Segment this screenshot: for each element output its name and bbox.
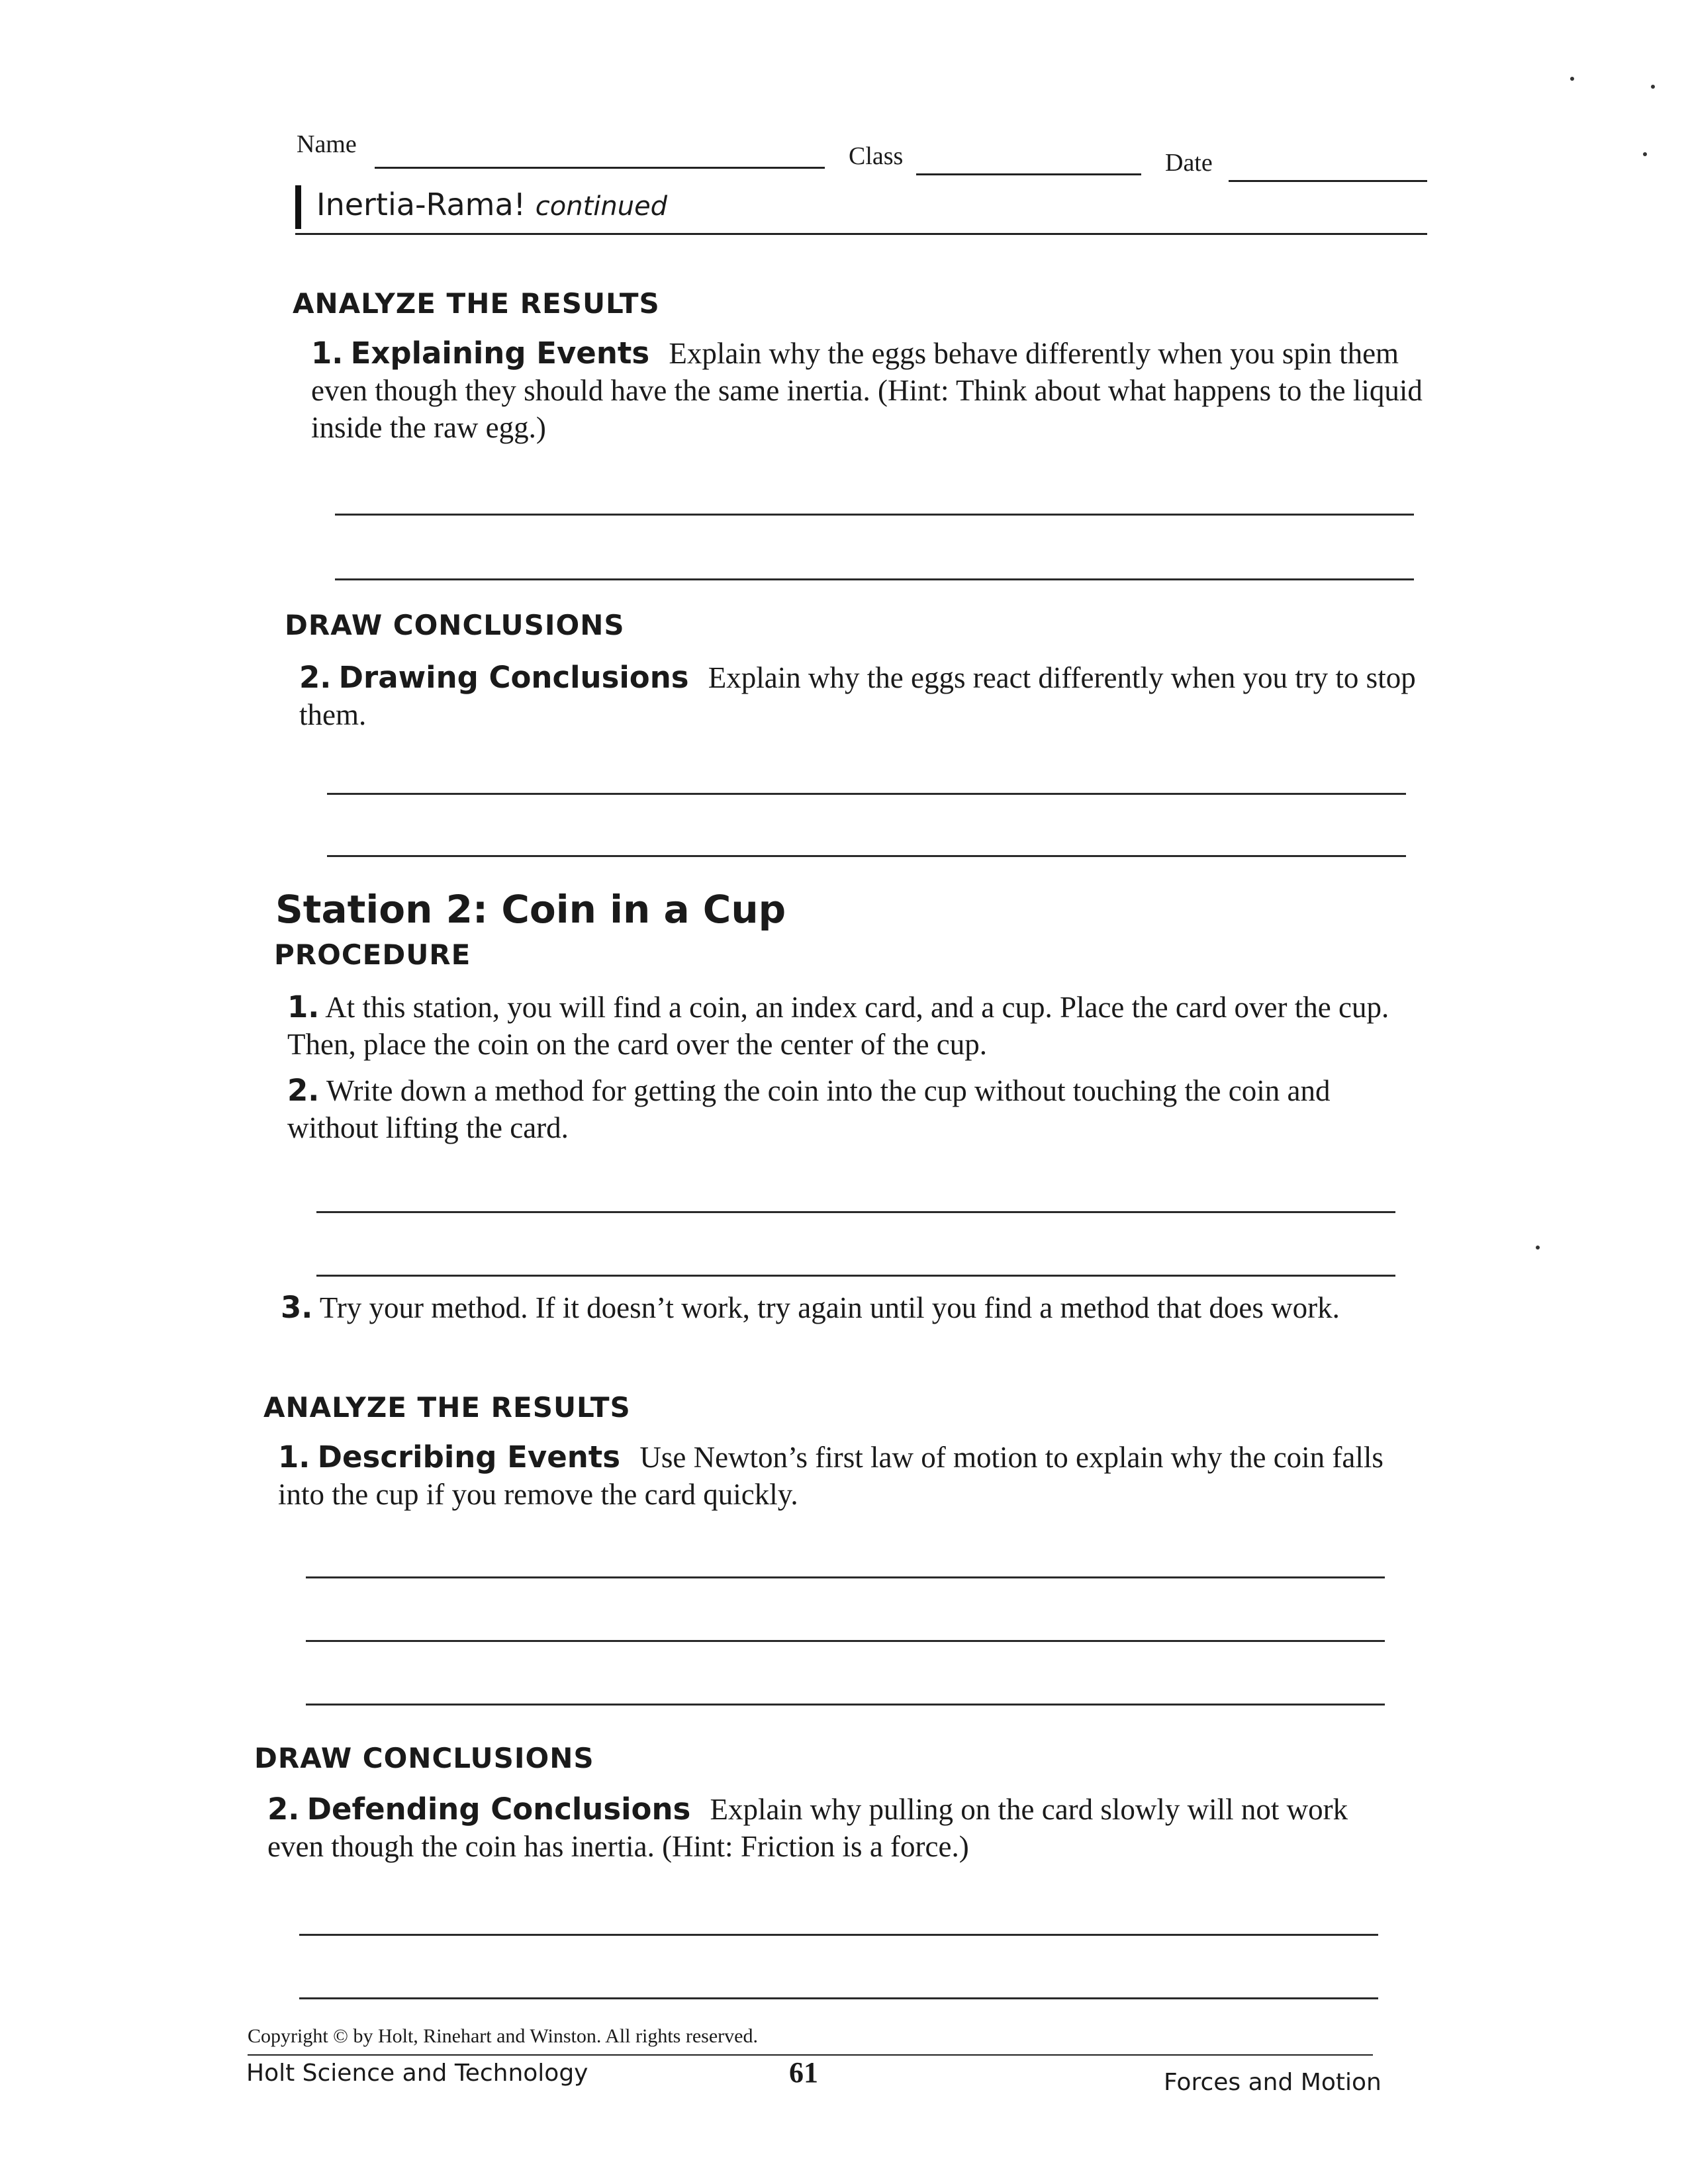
question-text: Explain why the eggs react differently when you try to stop them. [299, 661, 1416, 731]
answer-line[interactable] [316, 1211, 1395, 1213]
page-title [316, 187, 667, 222]
date-label: Date [1165, 149, 1213, 177]
answer-line[interactable] [327, 855, 1406, 857]
step-text: At this station, you will find a coin, an index card, and a cup. Place the card over the cup. Then, place the coin on the card over the center of the cup. [287, 991, 1389, 1061]
question-lead: Describing Events [317, 1439, 621, 1475]
date-field[interactable] [1229, 180, 1427, 182]
page-title-text: Inertia-Rama! [316, 187, 526, 222]
question-lead: Drawing Conclusions [338, 660, 689, 695]
question-number: 1. [278, 1439, 310, 1475]
class-field[interactable] [916, 173, 1141, 175]
question-explaining-events [311, 335, 1423, 446]
answer-line[interactable] [306, 1576, 1385, 1578]
title-bar-marker [295, 185, 301, 229]
step-text: Try your method. If it doesn’t work, try again until you find a method that does work. [319, 1291, 1340, 1324]
scan-speck [1651, 85, 1655, 89]
answer-line[interactable] [306, 1704, 1385, 1706]
question-text: Use Newton’s first law of motion to explain why the coin falls into the cup if you remove the card quickly. [278, 1441, 1383, 1511]
answer-line[interactable] [335, 578, 1414, 580]
question-text: Explain why the eggs behave differently when you spin them even though they should have the same inertia. (Hint: Think about what happens to the liquid inside the raw egg.) [311, 337, 1423, 444]
step-number: 3. [281, 1290, 313, 1325]
subject-name: Forces and Motion [1164, 2069, 1382, 2096]
answer-line[interactable] [335, 514, 1414, 516]
name-label: Name [297, 130, 357, 158]
question-lead: Explaining Events [350, 336, 650, 371]
draw-conclusions-heading-1: DRAW CONCLUSIONS [285, 609, 625, 641]
question-drawing-conclusions [299, 659, 1418, 733]
draw-conclusions-heading-2: DRAW CONCLUSIONS [254, 1742, 594, 1774]
copyright-notice: Copyright © by Holt, Rinehart and Winston. All rights reserved. [248, 2025, 758, 2047]
answer-line[interactable] [316, 1275, 1395, 1277]
answer-line[interactable] [299, 1934, 1378, 1936]
name-field[interactable] [375, 167, 825, 169]
question-number: 2. [267, 1792, 300, 1827]
question-lead: Defending Conclusions [306, 1792, 691, 1827]
question-defending-conclusions [267, 1791, 1393, 1865]
scan-speck [1570, 77, 1574, 81]
publisher-name: Holt Science and Technology [246, 2060, 588, 2087]
analyze-heading-2: ANALYZE THE RESULTS [263, 1391, 631, 1424]
answer-line[interactable] [299, 1997, 1378, 1999]
scan-speck [1643, 152, 1647, 156]
procedure-heading: PROCEDURE [274, 938, 471, 971]
question-text: Explain why pulling on the card slowly will not work even though the coin has inertia. (Hint: Friction is a force.) [267, 1793, 1348, 1863]
procedure-step-1 [287, 989, 1413, 1063]
class-label: Class [849, 142, 904, 170]
header-rule [295, 233, 1427, 235]
station-2-title: Station 2: Coin in a Cup [275, 887, 786, 932]
question-number: 1. [311, 336, 344, 371]
scan-speck [1536, 1246, 1540, 1250]
step-number: 1. [287, 989, 320, 1024]
answer-line[interactable] [306, 1640, 1385, 1642]
question-number: 2. [299, 660, 332, 695]
analyze-heading-1: ANALYZE THE RESULTS [293, 287, 660, 320]
question-describing-events [278, 1439, 1403, 1513]
procedure-step-3 [281, 1289, 1406, 1326]
step-text: Write down a method for getting the coin into the cup without touching the coin and without lifting the card. [287, 1074, 1331, 1144]
page-number: 61 [789, 2056, 818, 2089]
step-number: 2. [287, 1073, 320, 1108]
page-title-suffix: continued [535, 191, 668, 222]
procedure-step-2 [287, 1072, 1413, 1146]
answer-line[interactable] [327, 793, 1406, 795]
